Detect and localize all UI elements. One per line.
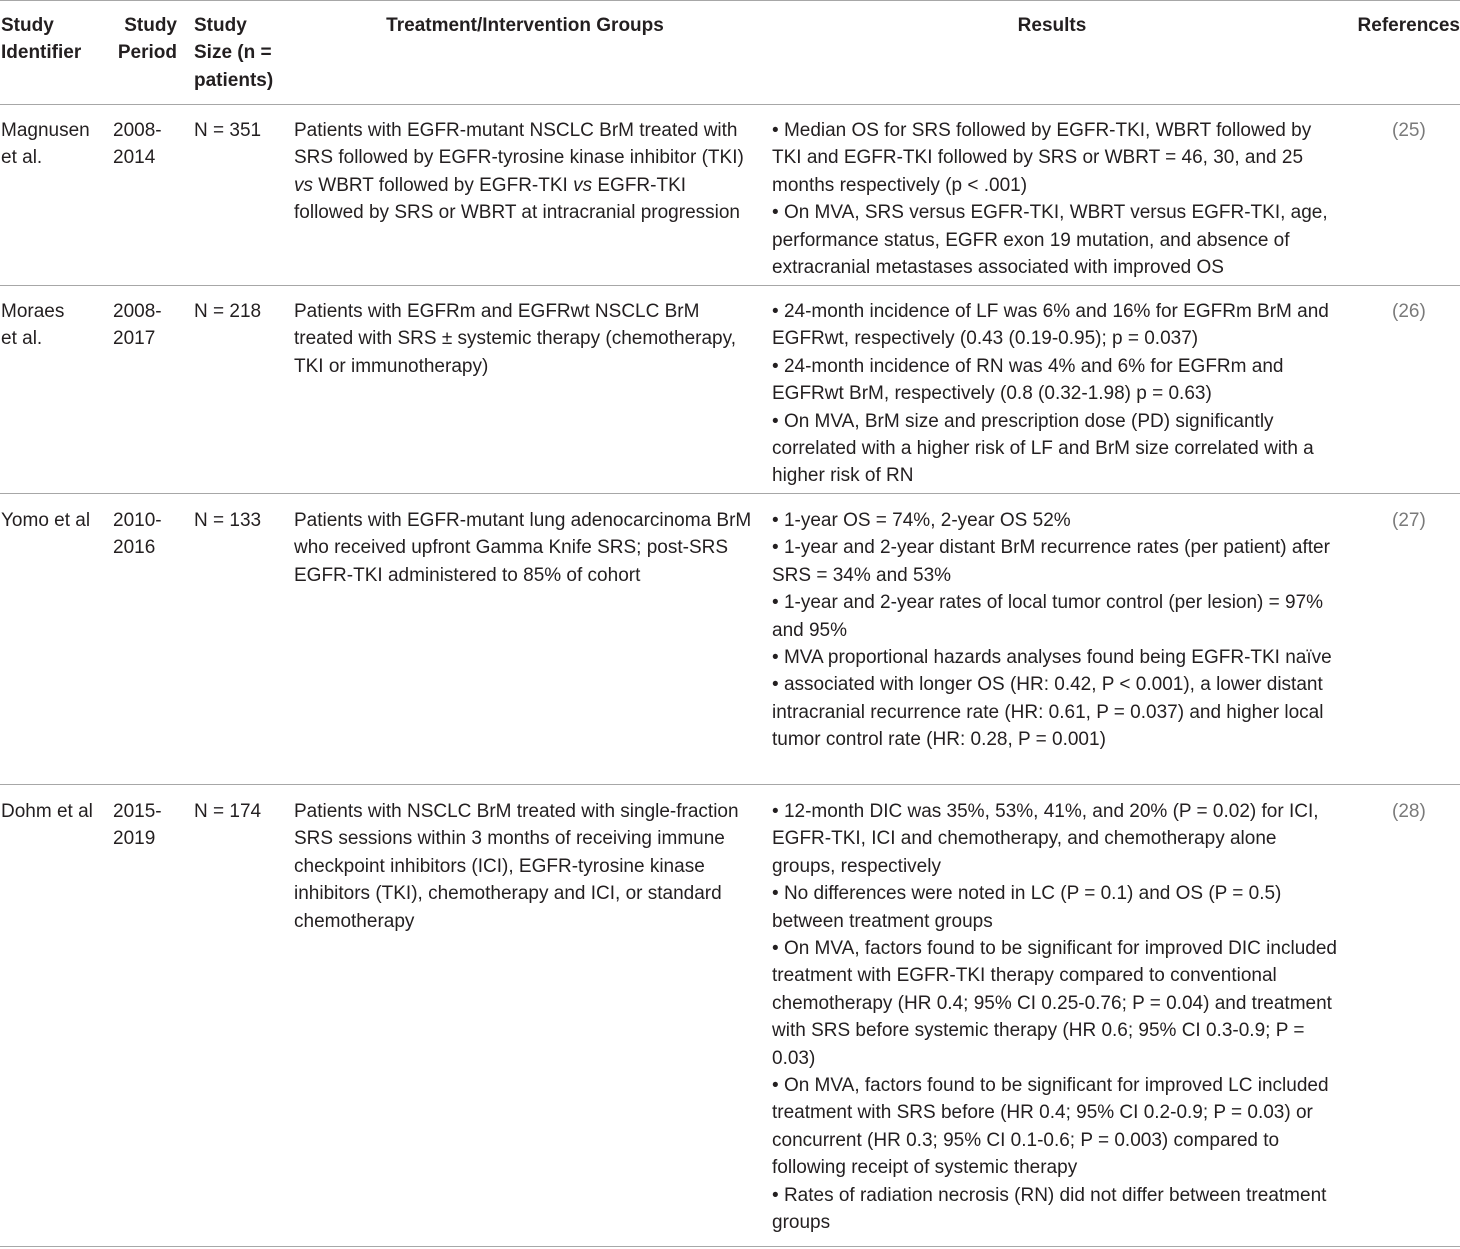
header-study-identifier: Study Identifier — [1, 15, 82, 64]
row-2-results — [772, 298, 1340, 490]
header-study-period: Study Period — [117, 15, 177, 64]
header-rule — [0, 104, 1460, 105]
result-item: • No differences were noted in LC (P = 0.1) and OS (P = 0.5) between treatment groups — [772, 880, 1340, 935]
row-2-treatment: Patients with EGFRm and EGFRwt NSCLC BrM treated with SRS ± systemic therapy (chemotherapy, TKI or immunotherapy) — [294, 301, 736, 377]
result-item: • 1-year and 2-year distant BrM recurrence rates (per patient) after SRS = 34% and 53% — [772, 534, 1340, 589]
header-references: References — [1357, 15, 1460, 36]
result-item: • 1-year OS = 74%, 2-year OS 52% — [772, 507, 1340, 534]
result-item: • Rates of radiation necrosis (RN) did not differ between treatment groups — [772, 1182, 1340, 1237]
row-3-results — [772, 507, 1340, 754]
row-rule — [0, 285, 1460, 286]
row-3-reference-link[interactable]: (27) — [1392, 510, 1426, 531]
result-item: • On MVA, SRS versus EGFR-TKI, WBRT versus EGFR-TKI, age, performance status, EGFR exon 19 mutation, and absence of extracranial metastases associated with improved OS — [772, 199, 1340, 281]
header-study-size: Study Size (n = patients) — [194, 15, 274, 91]
result-item: • associated with longer OS (HR: 0.42, P < 0.001), a lower distant intracranial recurrence rate (HR: 0.61, P = 0.037) and higher local tumor control rate (HR: 0.28, P = 0.001) — [772, 671, 1340, 753]
row-1-reference-link[interactable]: (25) — [1392, 120, 1426, 141]
result-item: • 24-month incidence of RN was 4% and 6% for EGFRm and EGFRwt BrM, respectively (0.8 (0.32-1.98) p = 0.63) — [772, 353, 1340, 408]
row-2-size: N = 218 — [194, 301, 262, 322]
result-item: • On MVA, factors found to be significant for improved LC included treatment with SRS before (HR 0.4; 95% CI 0.2-0.9; P = 0.03) or concurrent (HR 0.3; 95% CI 0.1-0.6; P = 0.003) compared to following receipt of systemic therapy — [772, 1072, 1340, 1182]
row-1-period: 2008-2014 — [113, 120, 162, 169]
row-3-period: 2010-2016 — [113, 510, 162, 559]
header-results: Results — [1017, 15, 1087, 36]
table-top-rule — [0, 0, 1460, 1]
row-1-identifier: Magnusen et al. — [1, 120, 90, 169]
row-2-identifier: Moraes et al. — [1, 301, 65, 350]
result-item: • MVA proportional hazards analyses found being EGFR-TKI naïve — [772, 644, 1340, 671]
row-rule — [0, 784, 1460, 785]
row-rule — [0, 493, 1460, 494]
row-4-identifier: Dohm et al — [1, 801, 93, 822]
row-4-results — [772, 798, 1340, 1237]
table-bottom-rule — [0, 1246, 1460, 1247]
row-1-size: N = 351 — [194, 120, 262, 141]
result-item: • Median OS for SRS followed by EGFR-TKI, WBRT followed by TKI and EGFR-TKI followed by SRS or WBRT = 46, 30, and 25 months respectively (p < .001) — [772, 117, 1340, 199]
row-3-size: N = 133 — [194, 510, 262, 531]
row-3-treatment: Patients with EGFR-mutant lung adenocarcinoma BrM who received upfront Gamma Knife SRS; post-SRS EGFR-TKI administered to 85% of cohort — [294, 510, 752, 586]
header-treatment: Treatment/Intervention Groups — [386, 15, 664, 36]
row-4-reference-link[interactable]: (28) — [1392, 801, 1426, 822]
row-3-identifier: Yomo et al — [1, 510, 91, 531]
result-item: • 12-month DIC was 35%, 53%, 41%, and 20% (P = 0.02) for ICI, EGFR-TKI, ICI and chemotherapy, and chemotherapy alone groups, respectively — [772, 798, 1340, 880]
row-4-period: 2015-2019 — [113, 801, 162, 850]
result-item: • On MVA, factors found to be significant for improved DIC included treatment with EGFR-TKI therapy compared to conventional chemotherapy (HR 0.4; 95% CI 0.25-0.76; P = 0.04) and treatment with SRS before systemic therapy (HR 0.6; 95% CI 0.3-0.9; P = 0.03) — [772, 935, 1340, 1072]
row-4-size: N = 174 — [194, 801, 262, 822]
result-item: • 24-month incidence of LF was 6% and 16% for EGFRm BrM and EGFRwt, respectively (0.43 (0.19-0.95); p = 0.037) — [772, 298, 1340, 353]
row-2-period: 2008-2017 — [113, 301, 162, 350]
row-1-results — [772, 117, 1340, 281]
row-4-treatment: Patients with NSCLC BrM treated with single-fraction SRS sessions within 3 months of receiving immune checkpoint inhibitors (ICI), EGFR-tyrosine kinase inhibitors (TKI), chemotherapy and ICI, or standard chemotherapy — [294, 801, 739, 932]
result-item: • On MVA, BrM size and prescription dose (PD) significantly correlated with a higher risk of LF and BrM size correlated with a higher risk of RN — [772, 408, 1340, 490]
result-item: • 1-year and 2-year rates of local tumor control (per lesion) = 97% and 95% — [772, 589, 1340, 644]
row-2-reference-link[interactable]: (26) — [1392, 301, 1426, 322]
row-1-treatment: Patients with EGFR-mutant NSCLC BrM treated with SRS followed by EGFR-tyrosine kinase inhibitor (TKI) vs WBRT followed by EGFR-TKI vs EGFR-TKI followed by SRS or WBRT at intracranial progression — [294, 120, 744, 224]
